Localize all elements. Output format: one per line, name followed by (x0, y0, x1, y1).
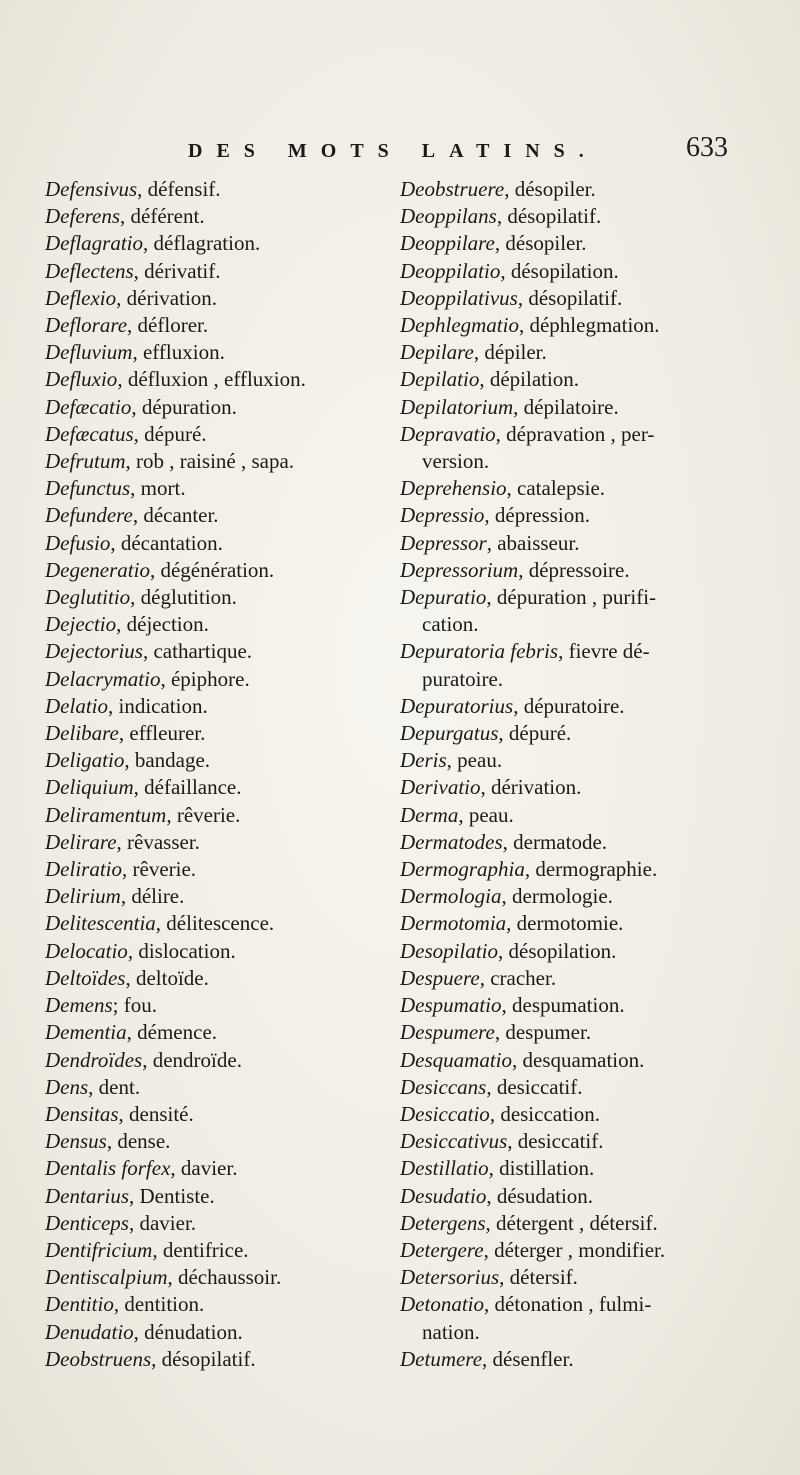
french-definition: , dentition. (113, 1292, 205, 1317)
french-definition: , rêvasser. (116, 829, 200, 854)
dictionary-entry (45, 1237, 420, 1264)
latin-term: Deoppilatio (400, 258, 501, 283)
dictionary-entry (45, 965, 420, 992)
french-definition: , désopilatif. (517, 285, 623, 310)
dictionary-entry (45, 1183, 420, 1210)
page-header (180, 132, 740, 178)
french-definition: , rob , raisiné , sapa. (125, 449, 295, 474)
french-definition: , dentifrice. (152, 1237, 249, 1262)
dictionary-entry (45, 1346, 420, 1373)
french-definition: , détersif. (499, 1265, 578, 1290)
latin-term: Deliratio (45, 857, 122, 882)
dictionary-entry (400, 230, 785, 257)
french-definition: , défensif. (137, 177, 221, 201)
dictionary-entry (400, 720, 785, 747)
latin-term: Dens (45, 1074, 89, 1099)
dictionary-entry (45, 366, 420, 393)
dictionary-entry (400, 584, 785, 638)
latin-term: Delirium (45, 884, 121, 909)
french-definition: , délire. (120, 884, 185, 909)
french-definition: , dermologie. (501, 884, 613, 909)
french-definition: , désopilatif. (496, 204, 602, 229)
dictionary-entry (400, 1047, 785, 1074)
dictionary-entry (45, 693, 420, 720)
french-definition: , déflorer. (127, 313, 209, 338)
french-definition: , désopiler. (504, 177, 596, 201)
french-definition: , peau. (458, 802, 514, 827)
dictionary-entry (400, 176, 785, 203)
dictionary-entry (45, 1319, 420, 1346)
french-definition: , bandage. (124, 748, 211, 773)
dictionary-entry (400, 1210, 785, 1237)
dictionary-entry (400, 1019, 785, 1046)
latin-term: Deflexio (45, 285, 117, 310)
french-definition: , dégénération. (149, 557, 275, 582)
latin-term: Derma (400, 802, 459, 827)
french-definition: , dermotomie. (506, 911, 624, 936)
french-definition: , dislocation. (127, 938, 236, 963)
french-definition: , desiccatif. (486, 1074, 583, 1099)
latin-term: Destillatio (400, 1156, 489, 1181)
french-definition: , défluxion , effluxion. (117, 367, 306, 392)
latin-term: Derivatio (400, 775, 481, 800)
french-definition: , déflagration. (143, 231, 261, 256)
french-definition: , défaillance. (133, 775, 242, 800)
french-definition: , déjection. (116, 612, 209, 637)
french-definition: , distillation. (488, 1156, 595, 1181)
dictionary-entry (45, 1047, 420, 1074)
dictionary-entry (45, 856, 420, 883)
dictionary-entry (400, 203, 785, 230)
dictionary-entry (400, 502, 785, 529)
dictionary-entry (45, 611, 420, 638)
latin-term: Dentiscalpium (45, 1265, 168, 1290)
dictionary-entry (400, 258, 785, 285)
dictionary-entry (400, 475, 785, 502)
french-definition: , dépravation , per- (495, 421, 655, 446)
latin-term: Dejectio (45, 612, 117, 637)
dictionary-entry (45, 1291, 420, 1318)
french-definition: , davier. (128, 1210, 197, 1235)
dictionary-entry (400, 856, 785, 883)
latin-term: Depuratio (400, 585, 487, 610)
latin-term: Degeneratio (45, 557, 150, 582)
french-definition: , démence. (126, 1020, 218, 1045)
latin-term: Defusio (45, 530, 111, 555)
dictionary-entry (400, 829, 785, 856)
french-definition: , abaisseur. (486, 530, 580, 555)
dictionary-entry (45, 502, 420, 529)
french-definition: , déchaussoir. (167, 1265, 282, 1290)
dictionary-entry (400, 910, 785, 937)
latin-term: Deobstruere (400, 177, 505, 201)
french-definition: , densité. (118, 1101, 194, 1126)
dictionary-entry (400, 992, 785, 1019)
dictionary-entry (45, 938, 420, 965)
french-definition: , desiccation. (489, 1101, 601, 1126)
latin-term: Deoppilans (400, 204, 497, 229)
dictionary-entry (400, 638, 785, 692)
french-definition: , délitescence. (155, 911, 275, 936)
french-definition: , désopiler. (494, 231, 587, 256)
french-definition: , déglutition. (130, 585, 237, 610)
dictionary-entry (45, 747, 420, 774)
latin-term: Dejectorius (45, 639, 143, 664)
dictionary-entry (45, 638, 420, 665)
dictionary-entry (45, 176, 420, 203)
french-definition: , dérivatif. (133, 258, 221, 283)
latin-term: Deoppilativus (400, 285, 518, 310)
latin-term: Delacrymatio (45, 666, 161, 691)
latin-term: Desudatio (400, 1183, 487, 1208)
dictionary-entry (400, 312, 785, 339)
latin-term: Desiccans (400, 1074, 487, 1099)
definition-continuation: puratoire. (422, 666, 504, 691)
latin-term: Depilatorium (400, 394, 514, 419)
latin-term: Depressorium (400, 557, 519, 582)
dictionary-entry (400, 339, 785, 366)
french-definition: , mort. (130, 476, 186, 501)
dictionary-entry (45, 1210, 420, 1237)
french-definition: , dépression. (484, 503, 590, 528)
french-definition: , épiphore. (160, 666, 250, 691)
latin-term: Despuere (400, 965, 480, 990)
latin-term: Deflagratio (45, 231, 143, 256)
french-definition: ; fou. (112, 993, 157, 1018)
french-definition: , désopilation. (500, 258, 619, 283)
french-definition: , rêverie. (122, 857, 197, 882)
latin-term: Depilare (400, 340, 474, 365)
latin-term: Dephlegmatio (400, 313, 519, 338)
dictionary-entry (400, 1291, 785, 1345)
definition-continuation: nation. (422, 1319, 480, 1344)
dictionary-entry (400, 285, 785, 312)
french-definition: , dépressoire. (518, 557, 630, 582)
dictionary-entry (45, 475, 420, 502)
dictionary-entry (400, 1155, 785, 1182)
dictionary-entry (400, 557, 785, 584)
dictionary-entry (45, 258, 420, 285)
latin-term: Deliquium (45, 775, 134, 800)
latin-term: Depravatio (400, 421, 496, 446)
latin-term: Delatio (45, 693, 108, 718)
latin-term: Deobstruens (45, 1346, 152, 1371)
latin-term: Depuratoria febris (400, 639, 559, 664)
french-definition: , Dentiste. (129, 1183, 215, 1208)
french-definition: , dépilatoire. (513, 394, 619, 419)
dictionary-entry (400, 1183, 785, 1210)
latin-term: Detergens (400, 1210, 486, 1235)
latin-term: Depressio (400, 503, 485, 528)
latin-term: Delibare (45, 721, 119, 746)
latin-term: Dentitio (45, 1292, 114, 1317)
french-definition: , dépuration. (131, 394, 237, 419)
french-definition: , décantation. (110, 530, 223, 555)
latin-term: Dentifricium (45, 1237, 153, 1262)
dictionary-entry (45, 666, 420, 693)
latin-term: Deltoïdes (45, 965, 126, 990)
latin-term: Deferens (45, 204, 121, 229)
french-definition: , dépuré. (498, 721, 572, 746)
definition-continuation: cation. (422, 612, 479, 637)
latin-term: Delitescentia (45, 911, 156, 936)
dictionary-entry (45, 448, 420, 475)
latin-term: Depressor (400, 530, 487, 555)
dictionary-entry (45, 1074, 420, 1101)
dictionary-entry (400, 1264, 785, 1291)
french-definition: , désudation. (486, 1183, 594, 1208)
dictionary-entry (45, 1128, 420, 1155)
french-definition: , détergent , détersif. (485, 1210, 658, 1235)
right-column (400, 176, 785, 1373)
dictionary-entry (45, 992, 420, 1019)
dictionary-entry (400, 1101, 785, 1128)
dictionary-entry (45, 285, 420, 312)
latin-term: Dementia (45, 1020, 127, 1045)
dictionary-entry (400, 802, 785, 829)
french-definition: , deltoïde. (125, 965, 209, 990)
latin-term: Delirare (45, 829, 117, 854)
latin-term: Dentarius (45, 1183, 129, 1208)
french-definition: , déterger , mondifier. (483, 1237, 666, 1262)
dictionary-entry (45, 203, 420, 230)
latin-term: Dermotomia (400, 911, 507, 936)
latin-term: Deprehensio (400, 476, 507, 501)
latin-term: Deoppilare (400, 231, 495, 256)
french-definition: , peau. (446, 748, 503, 773)
latin-term: Defensivus (45, 177, 138, 201)
french-definition: , déphlegmation. (518, 313, 660, 338)
dictionary-entry (45, 557, 420, 584)
french-definition: , dérivation. (480, 775, 582, 800)
latin-term: Deris (400, 748, 447, 773)
french-definition: , despumation. (501, 993, 625, 1018)
latin-term: Dendroïdes (45, 1047, 143, 1072)
french-definition: , désopilatif. (151, 1346, 256, 1371)
latin-term: Detergere (400, 1237, 484, 1262)
french-definition: , déférent. (120, 204, 205, 229)
dictionary-entry (400, 774, 785, 801)
dictionary-entry (45, 339, 420, 366)
latin-term: Deglutitio (45, 585, 131, 610)
dictionary-entry (400, 530, 785, 557)
french-definition: , cracher. (479, 965, 557, 990)
dictionary-entry (45, 829, 420, 856)
latin-term: Detumere (400, 1346, 483, 1371)
french-definition: , décanter. (132, 503, 219, 528)
french-definition: , cathartique. (142, 639, 253, 664)
french-definition: , indication. (108, 693, 208, 718)
french-definition: , dense. (106, 1129, 171, 1154)
dictionary-entry (400, 883, 785, 910)
french-definition: , dépilation. (479, 367, 580, 392)
dictionary-entry (45, 394, 420, 421)
french-definition: , davier. (170, 1156, 238, 1181)
french-definition: , détonation , fulmi- (484, 1292, 652, 1317)
page-number: 633 (686, 132, 728, 163)
dictionary-entry (45, 1155, 420, 1182)
latin-term: Defundere (45, 503, 133, 528)
definition-continuation: version. (422, 449, 490, 474)
french-definition: , dépuratoire. (513, 693, 625, 718)
latin-term: Desquamatio (400, 1047, 512, 1072)
latin-term: Defæcatio (45, 394, 132, 419)
dictionary-entry (45, 530, 420, 557)
dictionary-entry (45, 774, 420, 801)
latin-term: Dermologia (400, 884, 502, 909)
french-definition: , dérivation. (116, 285, 218, 310)
french-definition: , catalepsie. (506, 476, 606, 501)
french-definition: , effluxion. (132, 340, 225, 365)
dictionary-entry (45, 312, 420, 339)
dictionary-entry (400, 1346, 785, 1373)
french-definition: , despumer. (494, 1020, 592, 1045)
latin-term: Denticeps (45, 1210, 129, 1235)
latin-term: Defluxio (45, 367, 118, 392)
french-definition: , dépuration , purifi- (486, 585, 657, 610)
latin-term: Delocatio (45, 938, 128, 963)
dictionary-entry (45, 1101, 420, 1128)
left-column (45, 176, 420, 1373)
dictionary-entry (45, 910, 420, 937)
dictionary-entry (400, 366, 785, 393)
latin-term: Despumere (400, 1020, 495, 1045)
dictionary-entry (45, 1264, 420, 1291)
dictionary-entry (45, 584, 420, 611)
latin-term: Denudatio (45, 1319, 134, 1344)
french-definition: , desiccatif. (507, 1129, 604, 1154)
latin-term: Dermatodes (400, 829, 503, 854)
latin-term: Deligatio (45, 748, 125, 773)
french-definition: , désopilation. (498, 938, 617, 963)
latin-term: Depilatio (400, 367, 480, 392)
latin-term: Defrutum (45, 449, 126, 474)
dictionary-entry (400, 938, 785, 965)
latin-term: Despumatio (400, 993, 502, 1018)
french-definition: , dendroïde. (142, 1047, 242, 1072)
french-definition: , effleurer. (118, 721, 206, 746)
latin-term: Defluvium (45, 340, 133, 365)
dictionary-entry (400, 1237, 785, 1264)
french-definition: , desquamation. (512, 1047, 645, 1072)
latin-term: Dentalis forfex (45, 1156, 171, 1181)
dictionary-entry (45, 802, 420, 829)
running-title: DES MOTS LATINS. (188, 140, 598, 162)
french-definition: , dépiler. (473, 340, 547, 365)
latin-term: Deliramentum (45, 802, 167, 827)
latin-term: Depuratorius (400, 693, 514, 718)
latin-term: Densus (45, 1129, 107, 1154)
latin-term: Dermographia (400, 857, 525, 882)
latin-term: Deflorare (45, 313, 128, 338)
dictionary-entry (400, 1074, 785, 1101)
french-definition: , fievre dé- (558, 639, 650, 664)
latin-term: Defunctus (45, 476, 131, 501)
latin-term: Defæcatus (45, 421, 134, 446)
dictionary-entry (45, 230, 420, 257)
dictionary-entry (400, 965, 785, 992)
french-definition: , désenfler. (482, 1346, 574, 1371)
dictionary-entry (45, 421, 420, 448)
latin-term: Desiccativus (400, 1129, 508, 1154)
dictionary-entry (400, 394, 785, 421)
dictionary-entry (45, 720, 420, 747)
latin-term: Detonatio (400, 1292, 484, 1317)
dictionary-entry (400, 747, 785, 774)
latin-term: Deflectens (45, 258, 134, 283)
french-definition: , dénudation. (133, 1319, 243, 1344)
french-definition: , rêverie. (166, 802, 241, 827)
latin-term: Desiccatio (400, 1101, 490, 1126)
dictionary-entry (45, 1019, 420, 1046)
dictionary-entry (400, 421, 785, 475)
latin-term: Depurgatus (400, 721, 499, 746)
dictionary-entry (45, 883, 420, 910)
latin-term: Desopilatio (400, 938, 498, 963)
french-definition: , dermatode. (502, 829, 608, 854)
latin-term: Densitas (45, 1101, 119, 1126)
french-definition: , dépuré. (133, 421, 207, 446)
latin-term: Demens (45, 993, 113, 1018)
latin-term: Detersorius (400, 1265, 500, 1290)
dictionary-entry (400, 693, 785, 720)
french-definition: , dent. (88, 1074, 141, 1099)
dictionary-entry (400, 1128, 785, 1155)
french-definition: , dermographie. (524, 857, 658, 882)
